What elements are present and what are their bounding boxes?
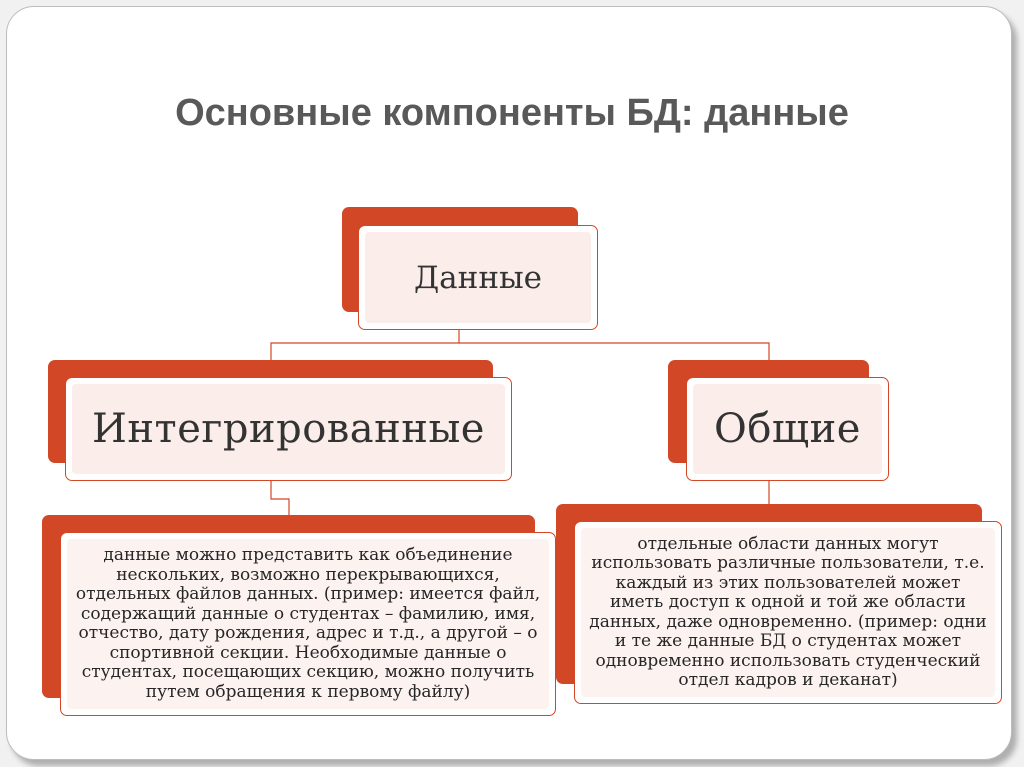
right-description-text: отдельные области данных могут использовать различные пользователи, т.е. каждый из этих пользователей может иметь доступ к одной и той же области данных, даже одновременно. (пример: одни и те же данные БД о студентах может одновременно использовать студенческий отдел кадров и деканат) <box>589 533 987 690</box>
right-node-label: Общие <box>714 406 861 452</box>
connector-root-right <box>459 343 769 360</box>
right-node <box>686 377 889 481</box>
slide-title: Основные компоненты БД: данные <box>175 92 849 134</box>
left-description-text: данные можно представить как объединение нескольких, возможно перекрывающихся, отдельных файлов данных. (пример: имеется файл, содержащий данные о студентах – фамилию, имя, отчество, дату рождения, адрес и т.д., а другой – о спортивной секции. Необходимые данные о студентах, посещающих секцию, можно получить путем обращения к первому файлу) <box>75 545 541 702</box>
left-node <box>65 377 512 481</box>
left-node-label: Интегрированные <box>92 406 485 452</box>
left-description <box>60 532 556 716</box>
connector-root-left <box>271 330 459 360</box>
root-node <box>358 225 598 330</box>
root-node-label: Данные <box>413 259 543 296</box>
right-description <box>574 521 1002 704</box>
connector-left-desc <box>271 481 289 515</box>
